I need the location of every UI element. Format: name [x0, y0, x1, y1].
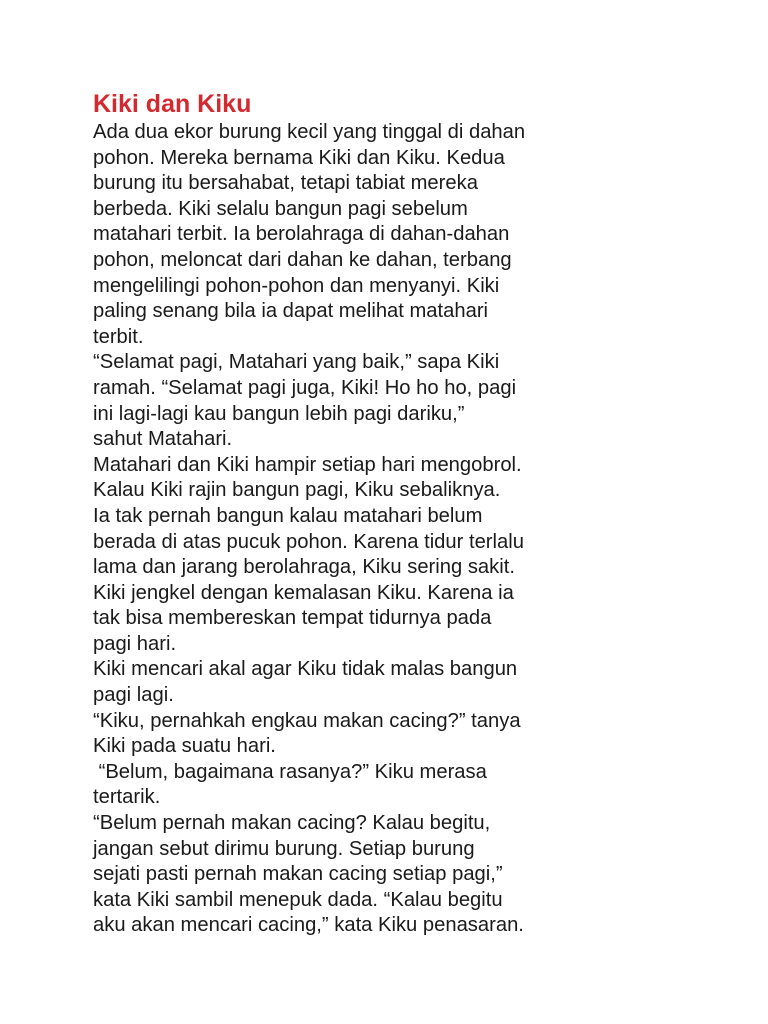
story-line: pohon, meloncat dari dahan ke dahan, terbang — [93, 248, 512, 271]
story-line: Ia tak pernah bangun kalau matahari belum — [93, 504, 483, 527]
story-line: “Kiku, pernahkah engkau makan cacing?” tanya — [93, 709, 521, 732]
story-line: burung itu bersahabat, tetapi tabiat mereka — [93, 172, 478, 195]
story-line: Kiki jengkel dengan kemalasan Kiku. Karena ia — [93, 581, 514, 604]
story-line: aku akan mencari cacing,” kata Kiku penasaran. — [93, 914, 524, 937]
story-line: pagi lagi. — [93, 684, 174, 707]
story-line: tertarik. — [93, 786, 161, 809]
story-line: Kiki pada suatu hari. — [93, 735, 276, 758]
story-line: pagi hari. — [93, 632, 177, 655]
story-line: sejati pasti pernah makan cacing setiap pagi,” — [93, 863, 503, 886]
story-title: Kiki dan Kiku — [93, 90, 252, 118]
story-line: jangan sebut dirimu burung. Setiap burung — [93, 837, 475, 860]
story-line: berbeda. Kiki selalu bangun pagi sebelum — [93, 197, 468, 220]
story-line: lama dan jarang berolahraga, Kiku sering sakit. — [93, 556, 515, 579]
story-line: matahari terbit. Ia berolahraga di dahan-dahan — [93, 223, 510, 246]
story-line: Matahari dan Kiki hampir setiap hari mengobrol. — [93, 453, 522, 476]
story-line: “Belum pernah makan cacing? Kalau begitu, — [93, 812, 491, 835]
story-line: Kalau Kiki rajin bangun pagi, Kiku sebaliknya. — [93, 479, 501, 502]
story-line: “Selamat pagi, Matahari yang baik,” sapa Kiki — [93, 351, 500, 374]
story-text — [93, 120, 613, 939]
story-line: “Belum, bagaimana rasanya?” Kiku merasa — [93, 760, 487, 783]
story-line: Kiki mencari akal agar Kiku tidak malas bangun — [93, 658, 518, 681]
story-line: terbit. — [93, 325, 144, 348]
story-line: mengelilingi pohon-pohon dan menyanyi. Kiki — [93, 274, 500, 297]
story-line: ini lagi-lagi kau bangun lebih pagi dariku,” — [93, 402, 465, 425]
story-line: Ada dua ekor burung kecil yang tinggal di dahan — [93, 121, 526, 143]
story-line: paling senang bila ia dapat melihat matahari — [93, 300, 489, 323]
story-line: tak bisa membereskan tempat tidurnya pada — [93, 607, 492, 630]
story-body — [93, 88, 613, 939]
story-line: pohon. Mereka bernama Kiki dan Kiku. Kedua — [93, 146, 505, 169]
story-line: kata Kiki sambil menepuk dada. “Kalau begitu — [93, 888, 503, 911]
story-line: ramah. “Selamat pagi juga, Kiki! Ho ho ho, pagi — [93, 376, 517, 399]
story-line: berada di atas pucuk pohon. Karena tidur terlalu — [93, 530, 524, 553]
story-line: sahut Matahari. — [93, 428, 233, 451]
